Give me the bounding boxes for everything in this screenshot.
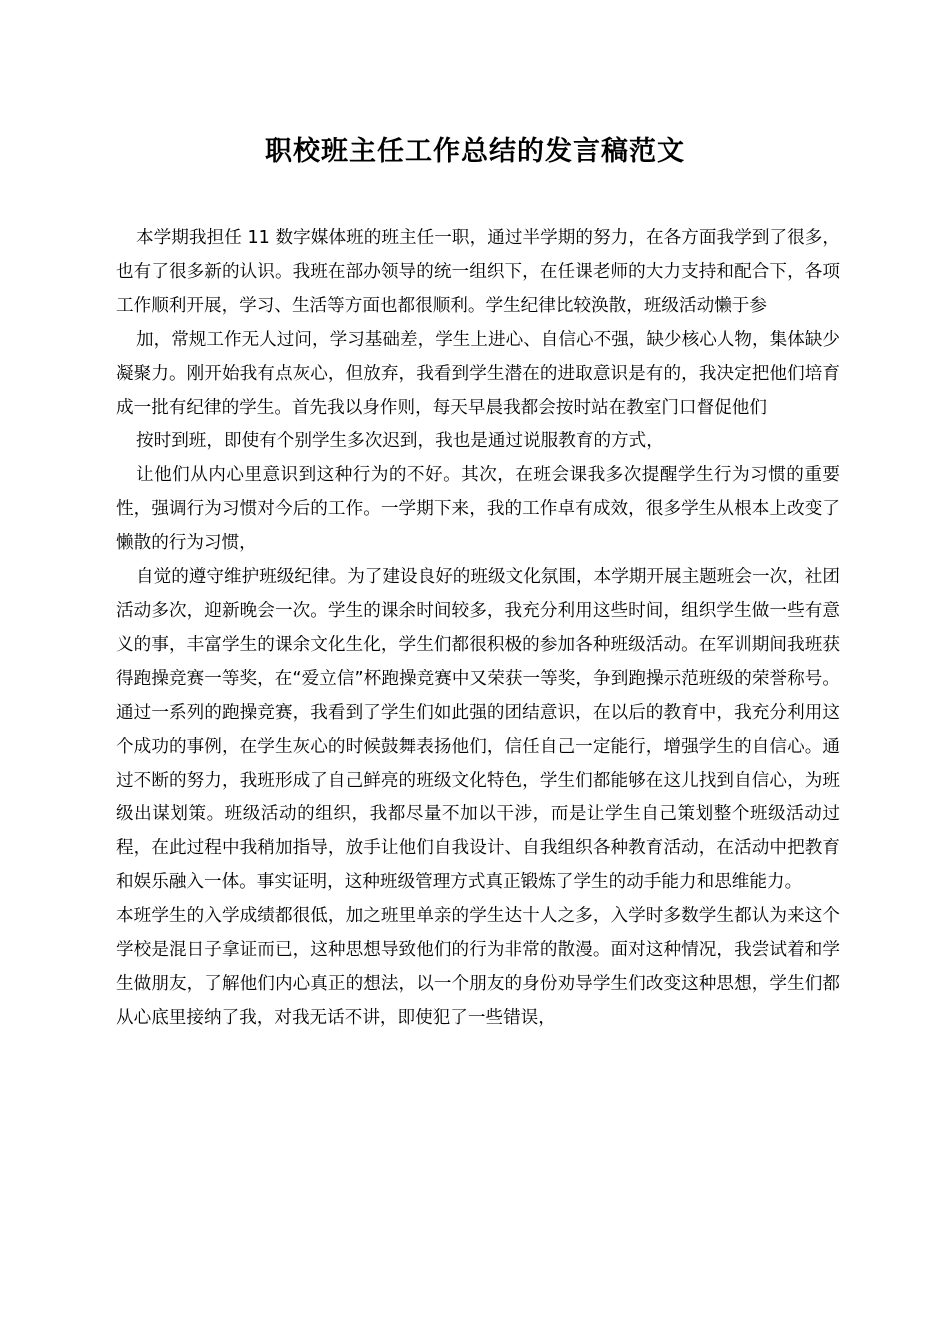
paragraph-6: 本班学生的入学成绩都很低，加之班里单亲的学生达十人之多，入学时多数学生都认为来这个学校是混日子拿证而已，这种思想导致他们的行为非常的散漫。面对这种情况，我尝试着和学生做朋友，了解他们内心真正的想法，以一个朋友的身份劝导学生们改变这种思想，学生们都从心底里接纳了我，对我无话不讲，即使犯了一些错误， bbox=[116, 906, 840, 1028]
document-title: 职校班主任工作总结的发言稿范文 bbox=[265, 136, 685, 167]
paragraph-3: 按时到班，即使有个别学生多次迟到，我也是通过说服教育的方式， bbox=[136, 431, 664, 452]
document-body bbox=[116, 222, 840, 1036]
paragraph-5: 自觉的遵守维护班级纪律。为了建设良好的班级文化氛围，本学期开展主题班会一次，社团活动多次，迎新晚会一次。学生的课余时间较多，我充分利用这些时间，组织学生做一些有意义的事，丰富学生的课余文化生化，学生们都很积极的参加各种班级活动。在军训期间我班获得跑操竞赛一等奖，在“爱立信”杯跑操竞赛中又荣获一等奖，争到跑操示范班级的荣誉称号。通过一系列的跑操竞赛，我看到了学生们如此强的团结意识，在以后的教育中，我充分利用这个成功的事例，在学生灰心的时候鼓舞表扬他们，信任自己一定能行，增强学生的自信心。通过不断的努力，我班形成了自己鲜亮的班级文化特色，学生们都能够在这儿找到自信心，为班级出谋划策。班级活动的组织，我都尽量不加以干涉，而是让学生自己策划整个班级活动过程，在此过程中我稍加指导，放手让他们自我设计、自我组织各种教育活动，在活动中把教育和娱乐融入一体。事实证明，这种班级管理方式真正锻炼了学生的动手能力和思维能力。 bbox=[116, 567, 840, 893]
paragraph-1: 本学期我担任 11 数字媒体班的班主任一职，通过半学期的努力，在各方面我学到了很多，也有了很多新的认识。我班在部办领导的统一组织下，在任课老师的大力支持和配合下，各项工作顺利开展，学习、生活等方面也都很顺利。学生纪律比较涣散，班级活动懒于参 bbox=[116, 228, 840, 316]
paragraph-2: 加，常规工作无人过问，学习基础差，学生上进心、自信心不强，缺少核心人物，集体缺少凝聚力。刚开始我有点灰心，但放弃，我看到学生潜在的进取意识是有的，我决定把他们培育成一批有纪律的学生。首先我以身作则，每天早晨我都会按时站在教室门口督促他们 bbox=[116, 329, 840, 418]
paragraph-4: 让他们从内心里意识到这种行为的不好。其次，在班会课我多次提醒学生行为习惯的重要性，强调行为习惯对今后的工作。一学期下来，我的工作卓有成效，很多学生从根本上改变了懒散的行为习惯， bbox=[116, 465, 840, 554]
